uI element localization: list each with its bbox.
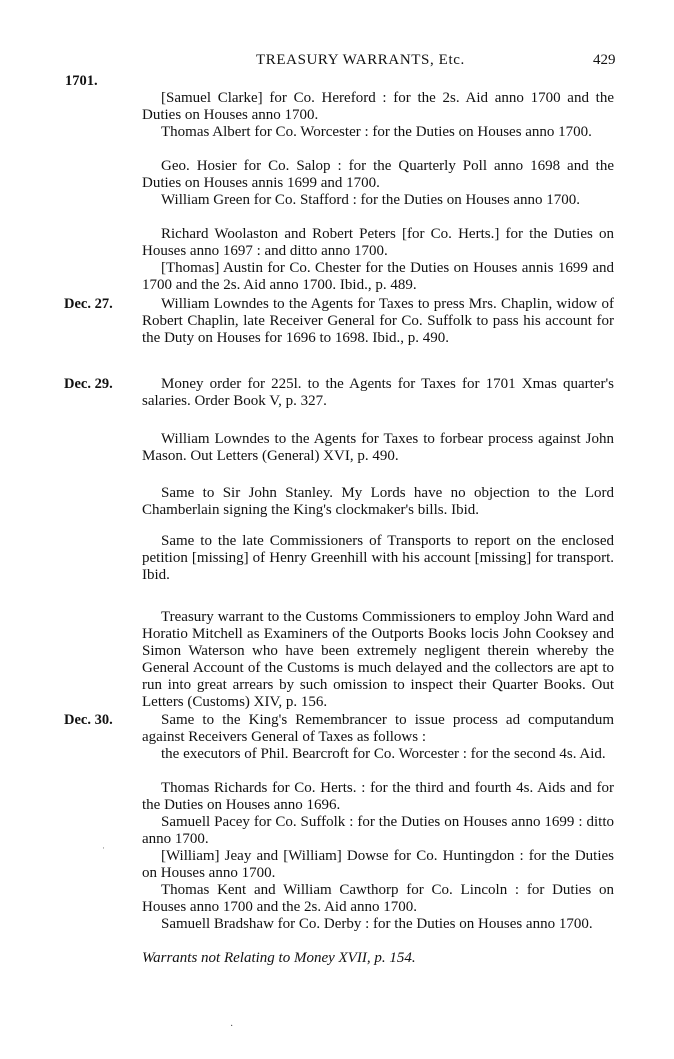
- bottom-mark: ·: [230, 1021, 234, 1032]
- entry-date: Dec. 27.: [64, 296, 113, 312]
- entry-date: Dec. 29.: [64, 376, 113, 392]
- running-title: TREASURY WARRANTS, Etc.: [256, 52, 465, 68]
- paragraph: Treasury warrant to the Customs Commissioners to employ John Ward and Horatio Mitchell as Examiners of the Outports Books locis John Cooksey and Simon Waterson who have been extremely negligent therein whereby the General Account of the Customs is much delayed and the collectors are apt to run into great arrears by such omission to inspect their Quarter Books. Out Letters (Customs) XIV, p. 156.: [142, 609, 614, 711]
- paragraph: William Lowndes to the Agents for Taxes to press Mrs. Chaplin, widow of Robert Chaplin, late Receiver General for Co. Suffolk to pass his account for the Duty on Houses for 1696 to 1698. Ibid., p. 490.: [142, 296, 614, 347]
- paragraph: Richard Woolaston and Robert Peters [for Co. Herts.] for the Duties on Houses anno 1697 : and ditto anno 1700.: [142, 226, 614, 260]
- paragraph: Same to Sir John Stanley. My Lords have no objection to the Lord Chamberlain signing the King's clockmaker's bills. Ibid.: [142, 485, 614, 519]
- paragraph: Same to the late Commissioners of Transports to report on the enclosed petition [missing] of Henry Greenhill with his account [missing] for transport. Ibid.: [142, 533, 614, 584]
- paragraph: Geo. Hosier for Co. Salop : for the Quarterly Poll anno 1698 and the Duties on Houses annis 1699 and 1700.: [142, 158, 614, 192]
- faint-mark: ·: [102, 843, 105, 853]
- paragraph: [William] Jeay and [William] Dowse for Co. Huntingdon : for the Duties on Houses anno 1700.: [142, 848, 614, 882]
- paragraph-text: the executors of Phil. Bearcroft for Co. Worcester : for the second 4s. Aid.: [161, 746, 606, 762]
- paragraph: William Green for Co. Stafford : for the Duties on Houses anno 1700.: [161, 192, 581, 208]
- citation: Warrants not Relating to Money XVII, p. 154.: [142, 950, 416, 966]
- paragraph: [Samuel Clarke] for Co. Hereford : for the 2s. Aid anno 1700 and the Duties on Houses anno 1700.: [142, 90, 614, 124]
- year-marginal: 1701.: [65, 73, 98, 89]
- paragraph: [Thomas] Austin for Co. Chester for the Duties on Houses annis 1699 and 1700 and the 2s. Aid anno 1700. Ibid., p. 489.: [142, 260, 614, 294]
- paragraph: Thomas Kent and William Cawthorp for Co. Lincoln : for Duties on Houses anno 1700 and the 2s. Aid anno 1700.: [142, 882, 614, 916]
- paragraph: Thomas Albert for Co. Worcester : for the Duties on Houses anno 1700.: [161, 124, 592, 140]
- page-number: 429: [593, 52, 616, 68]
- paragraph: Money order for 225l. to the Agents for Taxes for 1701 Xmas quarter's salaries. Order Book V, p. 327.: [142, 376, 614, 410]
- entry-date: Dec. 30.: [64, 712, 113, 728]
- paragraph: Samuell Bradshaw for Co. Derby : for the Duties on Houses anno 1700.: [161, 916, 593, 932]
- paragraph: [142, 746, 614, 763]
- paragraph: Same to the King's Remembrancer to issue process ad computandum against Receivers General of Taxes as follows :: [142, 712, 614, 746]
- paragraph: Thomas Richards for Co. Herts. : for the third and fourth 4s. Aids and for the Duties on Houses anno 1696.: [142, 780, 614, 814]
- paragraph: Samuell Pacey for Co. Suffolk : for the Duties on Houses anno 1699 : ditto anno 1700.: [142, 814, 614, 848]
- page-header: [0, 52, 674, 72]
- paragraph: William Lowndes to the Agents for Taxes to forbear process against John Mason. Out Letters (General) XVI, p. 490.: [142, 431, 614, 465]
